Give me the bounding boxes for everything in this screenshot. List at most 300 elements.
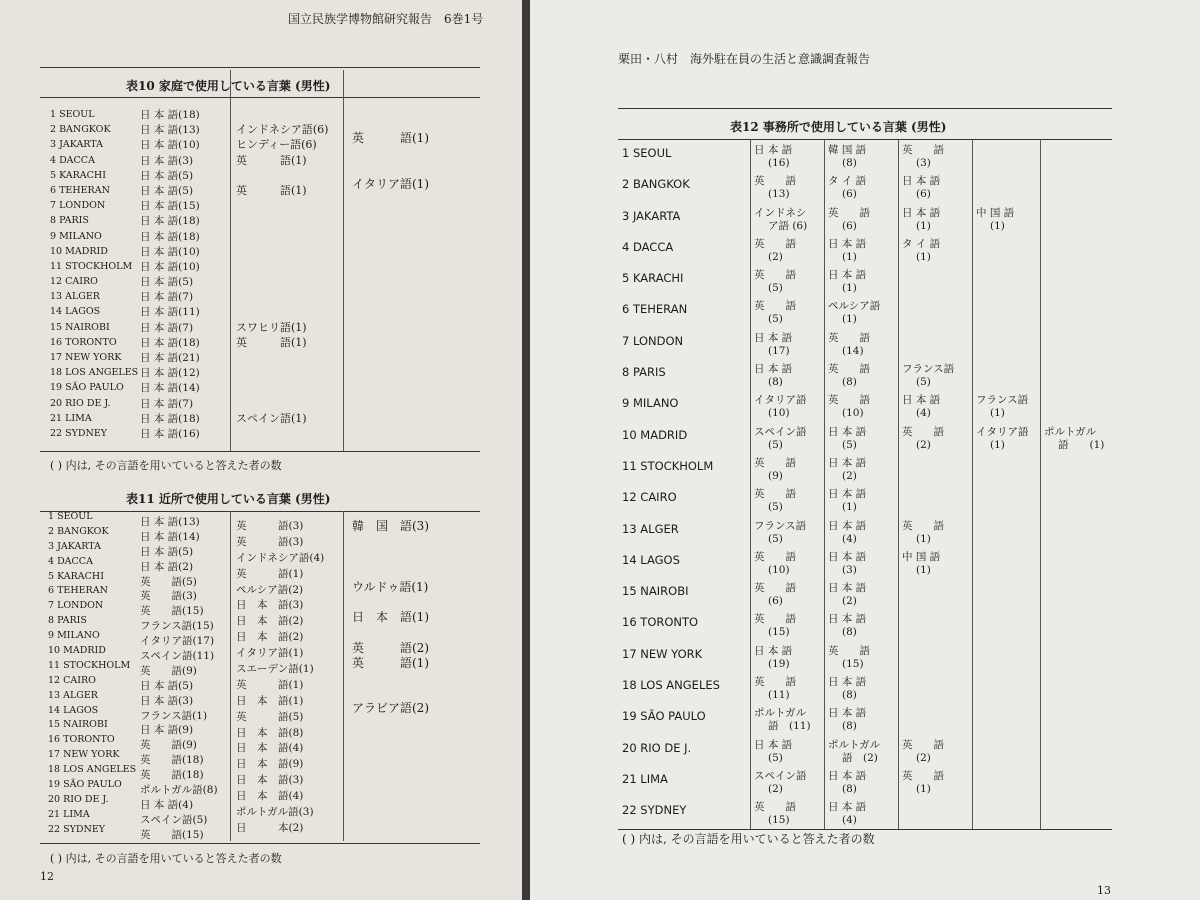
table-cell xyxy=(972,236,1040,267)
cell-count: (5) xyxy=(768,532,783,545)
table-cell: ウルドゥ語(1) xyxy=(352,579,429,594)
table-cell: 日 本 語(18) xyxy=(140,230,200,243)
cell-count: 語 (2) xyxy=(842,751,878,764)
cell-language: 日 本 語 xyxy=(754,331,793,344)
cell-count: (10) xyxy=(842,407,864,420)
table-cell xyxy=(972,705,1040,736)
cell-count: (5) xyxy=(842,438,857,451)
cell-language: 英 語 xyxy=(754,300,796,313)
table-cell: 日 本 語(1) xyxy=(236,694,304,707)
table-cell: 日 本 語(14) xyxy=(140,530,200,543)
table-cell: 2 BANGKOK xyxy=(48,525,109,537)
cell-count: (1) xyxy=(916,219,931,232)
cell-language: 中 国 語 xyxy=(976,206,1015,219)
table-cell: 英 語(1) xyxy=(236,678,304,691)
table-cell xyxy=(750,518,824,549)
cell-language: 英 語 xyxy=(902,144,944,156)
table-cell: 日 本 語(4) xyxy=(236,790,304,803)
table-cell xyxy=(898,799,972,830)
table-cell: 日 本 語(9) xyxy=(236,758,304,771)
table-cell xyxy=(750,580,824,611)
table-cell: 日 本 語(18) xyxy=(140,412,200,425)
table-cell xyxy=(1040,737,1120,768)
table-cell: 22 SYDNEY xyxy=(48,823,106,835)
cell-count: (1) xyxy=(842,250,857,263)
table-cell xyxy=(898,737,972,768)
table-cell: 14 LAGOS xyxy=(50,306,101,318)
table-cell: 英 語(1) xyxy=(236,153,307,167)
cell-language: ポルトガル xyxy=(828,738,881,751)
cell-language: 英 語 xyxy=(902,425,944,438)
table-cell xyxy=(824,236,898,267)
table-cell: スペイン語(5) xyxy=(140,813,208,826)
cell-language: 日 本 語 xyxy=(828,582,867,595)
table-cell xyxy=(1040,173,1120,204)
table-cell xyxy=(972,173,1040,204)
cell-language: 日 本 語 xyxy=(828,613,867,626)
table-cell xyxy=(824,580,898,611)
table-cell xyxy=(750,674,824,705)
table12-grid xyxy=(622,142,1170,831)
table-cell xyxy=(1040,298,1120,329)
table-cell xyxy=(1040,643,1120,674)
table-cell: 17 NEW YORK xyxy=(50,352,122,363)
cell-count: (1) xyxy=(916,563,931,576)
table-cell xyxy=(750,611,824,642)
table-bottom-rule xyxy=(40,843,480,844)
table-cell: 14 LAGOS xyxy=(48,704,99,716)
cell-language: 英 語 xyxy=(754,488,796,501)
cell-count: ア語 (6) xyxy=(768,219,808,232)
table-cell: 英 語(2) xyxy=(352,640,429,655)
table-cell xyxy=(750,737,824,768)
table-title: 表11 近所で使用している言葉 (男性) xyxy=(126,492,331,506)
table-row-city: 17 NEW YORK xyxy=(622,646,703,661)
table-cell xyxy=(898,768,972,799)
table-cell xyxy=(824,799,898,830)
table-cell: 英 語(1) xyxy=(236,184,307,197)
cell-language: 英 語 xyxy=(754,550,796,563)
cell-language: 英 語 xyxy=(828,394,870,407)
cell-count: (8) xyxy=(842,157,857,169)
table-cell: 日 本 語(5) xyxy=(140,545,194,558)
table-row-city: 2 BANGKOK xyxy=(622,177,690,192)
table-cell xyxy=(824,424,898,455)
cell-count: (2) xyxy=(768,250,783,263)
table-cell xyxy=(972,455,1040,486)
table-cell: 日 本 語(15) xyxy=(140,200,200,213)
table-row-city: 10 MADRID xyxy=(622,427,688,442)
table-cell xyxy=(824,737,898,768)
table-cell xyxy=(750,142,824,173)
column-divider xyxy=(343,70,344,452)
table-cell xyxy=(898,267,972,298)
table-cell: 11 STOCKHOLM xyxy=(50,260,133,272)
cell-count: (1) xyxy=(916,532,931,545)
table-cell: 6 TEHERAN xyxy=(50,184,110,196)
table-cell xyxy=(972,549,1040,580)
table-cell: 19 SÃO PAULO xyxy=(50,382,124,394)
cell-count: (1) xyxy=(990,438,1005,451)
cell-language: 中 国 語 xyxy=(902,550,941,563)
table-cell xyxy=(824,142,898,173)
table-cell: 5 KARACHI xyxy=(48,570,104,582)
table-cell: 22 SYDNEY xyxy=(50,427,108,439)
footnote: ( ) 内は, その言語を用いていると答えた者の数 xyxy=(50,852,282,865)
table-cell xyxy=(1040,205,1120,236)
table-cell xyxy=(898,173,972,204)
table-cell xyxy=(972,768,1040,799)
table-row-city: 5 KARACHI xyxy=(622,271,684,286)
table-cell xyxy=(1040,580,1120,611)
table-cell xyxy=(824,330,898,361)
table-cell: 日 本 語(3) xyxy=(236,599,304,612)
cell-count: (1) xyxy=(916,782,931,795)
cell-count: (11) xyxy=(768,689,790,702)
table-row-city: 14 LAGOS xyxy=(622,552,680,567)
cell-language: イタリア語 xyxy=(754,394,807,407)
table-cell xyxy=(824,611,898,642)
cell-count: (2) xyxy=(916,438,931,451)
table-cell xyxy=(1040,361,1120,392)
table-cell xyxy=(824,392,898,423)
cell-language: 日 本 語 xyxy=(754,644,793,657)
table-cell xyxy=(824,768,898,799)
table-cell xyxy=(972,392,1040,423)
table-cell xyxy=(972,205,1040,236)
cell-language: 英 語 xyxy=(754,676,796,689)
table-cell: 日 本 語(18) xyxy=(140,109,200,121)
cell-count: (13) xyxy=(768,188,790,201)
table-cell: 3 JAKARTA xyxy=(50,139,103,151)
table-top-rule xyxy=(40,67,480,68)
table-row-city: 15 NAIROBI xyxy=(622,584,689,599)
table-cell: 12 CAIRO xyxy=(48,674,96,686)
table-cell xyxy=(1040,392,1120,423)
cell-language: フランス語 xyxy=(902,363,955,376)
cell-language: 日 本 語 xyxy=(828,488,867,501)
table-cell xyxy=(750,424,824,455)
table-cell xyxy=(824,674,898,705)
table-cell: 英 語(9) xyxy=(140,664,197,677)
table-cell: 英 語(9) xyxy=(140,739,197,752)
page-number: 12 xyxy=(40,870,54,883)
table-cell: 日 本 語(3) xyxy=(236,774,304,787)
cell-language: 英 語 xyxy=(902,769,944,782)
cell-count: (6) xyxy=(916,188,931,201)
cell-count: (16) xyxy=(768,157,790,169)
table-cell xyxy=(898,486,972,517)
cell-language: 日 本 語 xyxy=(754,738,793,751)
table-top-rule xyxy=(618,108,1112,109)
table-cell xyxy=(750,643,824,674)
table-cell: 日 本 語(12) xyxy=(140,367,200,380)
cell-language: 日 本 語 xyxy=(754,144,793,156)
table-cell: イタリア語(17) xyxy=(140,635,215,648)
table-cell: 4 DACCA xyxy=(48,555,93,567)
table-cell: 英 語(1) xyxy=(236,567,304,580)
table-cell xyxy=(972,267,1040,298)
cell-language: ポルトガル xyxy=(1044,425,1097,438)
table-cell xyxy=(750,236,824,267)
table-cell xyxy=(750,799,824,830)
table-cell xyxy=(898,142,972,173)
cell-count: (2) xyxy=(842,595,857,608)
table-cell xyxy=(898,674,972,705)
cell-count: (1) xyxy=(990,219,1005,232)
table-cell: スエーデン語(1) xyxy=(236,663,314,676)
table-cell xyxy=(1040,486,1120,517)
table-cell xyxy=(898,580,972,611)
table-cell: 英 語(1) xyxy=(352,131,429,146)
table-row-city: 11 STOCKHOLM xyxy=(622,458,714,473)
table-cell: 20 RIO DE J. xyxy=(48,793,109,805)
table-cell xyxy=(824,173,898,204)
table-cell xyxy=(824,455,898,486)
table-cell: 7 LONDON xyxy=(48,600,104,612)
table-cell: 日 本 語(2) xyxy=(236,615,304,628)
table-cell: 日 本 語(7) xyxy=(140,321,194,334)
cell-count: (3) xyxy=(916,157,931,169)
table-cell: イタリア語(1) xyxy=(352,176,429,191)
cell-count: (15) xyxy=(842,657,864,670)
cell-count: (5) xyxy=(768,313,783,326)
cell-language: 日 本 語 xyxy=(828,456,867,469)
cell-count: (3) xyxy=(842,563,857,576)
table-cell xyxy=(750,361,824,392)
table-cell xyxy=(750,330,824,361)
table-cell xyxy=(972,330,1040,361)
table-cell: 日 本 語(18) xyxy=(140,336,200,349)
footnote: ( ) 内は, その言語を用いていると答えた者の数 xyxy=(50,459,282,472)
table-cell: 1 SEOUL xyxy=(48,511,93,522)
cell-count: 語 (1) xyxy=(1058,438,1105,451)
table-cell: 日 本 語(3) xyxy=(140,694,194,707)
table-cell xyxy=(824,361,898,392)
table-cell: 8 PARIS xyxy=(50,215,89,227)
cell-count: (6) xyxy=(768,595,783,608)
table-cell: 英 語(1) xyxy=(352,655,429,670)
table-row-city: 13 ALGER xyxy=(622,521,679,536)
cell-language: 英 語 xyxy=(828,644,870,657)
table-cell: ポルトガル語(3) xyxy=(236,806,314,819)
cell-language: 英 語 xyxy=(754,456,796,469)
table-cell xyxy=(824,643,898,674)
table-cell: 日 本 語(2) xyxy=(140,560,194,573)
table-row-city: 7 LONDON xyxy=(622,333,684,348)
cell-language: 英 語 xyxy=(828,331,870,344)
column-divider xyxy=(230,70,231,452)
table-row-city: 4 DACCA xyxy=(622,239,674,254)
cell-count: (8) xyxy=(842,376,857,389)
cell-language: インドネシ xyxy=(754,206,807,219)
column-divider xyxy=(230,511,231,841)
cell-count: (5) xyxy=(768,282,783,295)
table-title: 表12 事務所で使用している言葉 (男性) xyxy=(730,120,947,134)
cell-count: (5) xyxy=(768,501,783,514)
table-row-city: 21 LIMA xyxy=(622,771,668,786)
cell-language: イタリア語 xyxy=(976,425,1029,438)
table-cell xyxy=(898,361,972,392)
cell-count: (1) xyxy=(842,313,857,326)
table-cell: 日 本 語(14) xyxy=(140,382,200,395)
table-cell: 1 SEOUL xyxy=(50,109,95,120)
table-cell: 英 語(3) xyxy=(140,590,197,603)
table-cell xyxy=(1040,705,1120,736)
cell-language: スペイン語 xyxy=(754,425,807,438)
table-cell xyxy=(972,674,1040,705)
table-cell: 日 本 語(16) xyxy=(140,427,200,440)
cell-language: タ イ 語 xyxy=(902,237,941,250)
cell-language: 日 本 語 xyxy=(828,801,867,814)
table-cell xyxy=(1040,518,1120,549)
cell-count: (14) xyxy=(842,344,864,357)
left-page xyxy=(0,0,522,900)
table-cell: 日 本 語(5) xyxy=(140,679,194,692)
cell-count: (10) xyxy=(768,563,790,576)
table-cell: 英 語(3) xyxy=(236,535,304,548)
cell-count: (2) xyxy=(842,469,857,482)
table-title: 表10 家庭で使用している言葉 (男性) xyxy=(126,79,331,93)
table-cell: 日 本 語(8) xyxy=(236,726,304,739)
table-cell xyxy=(972,424,1040,455)
cell-count: (1) xyxy=(842,282,857,295)
cell-count: (17) xyxy=(768,344,790,357)
cell-language: 英 語 xyxy=(754,801,796,814)
table-cell xyxy=(1040,799,1120,830)
table-cell: 英 語(15) xyxy=(140,828,204,841)
table-cell: 7 LONDON xyxy=(50,200,106,212)
cell-count: (8) xyxy=(842,626,857,639)
table-cell xyxy=(972,799,1040,830)
table11-col3 xyxy=(352,519,472,759)
table-cell: 11 STOCKHOLM xyxy=(48,659,131,671)
table-cell: 8 PARIS xyxy=(48,615,87,627)
table-cell: 16 TORONTO xyxy=(48,734,115,746)
table-cell: 日 本 語(7) xyxy=(140,291,194,304)
table-cell xyxy=(824,267,898,298)
table-cell: 韓 国 語(3) xyxy=(352,519,429,533)
table-row-city: 18 LOS ANGELES xyxy=(622,678,720,693)
table-cell xyxy=(1040,611,1120,642)
table-row-city: 6 TEHERAN xyxy=(622,302,688,317)
cell-language: 英 語 xyxy=(754,237,796,250)
cell-count: (4) xyxy=(842,532,857,545)
table-cell: 18 LOS ANGELES xyxy=(50,367,139,379)
cell-count: (19) xyxy=(768,657,790,670)
table-cell: 日 本 語(4) xyxy=(236,742,304,755)
table-cell xyxy=(898,549,972,580)
table-cell: 9 MILANO xyxy=(48,630,100,642)
table-cell: 13 ALGER xyxy=(48,689,98,701)
footnote: ( ) 内は, その言語を用いていると答えた者の数 xyxy=(622,832,875,846)
table-cell: 6 TEHERAN xyxy=(48,585,108,597)
table-cell: 日 本 語(1) xyxy=(352,610,429,625)
table-cell: 日 本 語(3) xyxy=(140,154,194,167)
table-cell: 英 語(18) xyxy=(140,769,204,782)
table-cell: 12 CAIRO xyxy=(50,276,98,288)
cell-count: (6) xyxy=(842,188,857,201)
table-cell xyxy=(1040,236,1120,267)
table-cell: 2 BANGKOK xyxy=(50,124,111,136)
table-cell xyxy=(750,549,824,580)
table-cell: 日 本(2) xyxy=(236,821,304,834)
table-cell: 21 LIMA xyxy=(50,412,92,424)
table-cell xyxy=(750,267,824,298)
table-cell: 日 本 語(11) xyxy=(140,306,200,319)
running-header: 国立民族学博物館研究報告 6巻1号 xyxy=(288,12,484,26)
table-cell xyxy=(898,705,972,736)
cell-count: (1) xyxy=(842,501,857,514)
cell-language: 日 本 語 xyxy=(902,206,941,219)
cell-language: 日 本 語 xyxy=(828,707,867,720)
cell-count: (5) xyxy=(916,376,931,389)
table-cell xyxy=(824,705,898,736)
table-cell: 日 本 語(18) xyxy=(140,215,200,228)
table-cell: 日 本 語(9) xyxy=(140,724,194,737)
table-cell xyxy=(750,768,824,799)
table-cell: イタリア語(1) xyxy=(236,647,304,660)
table-cell: インドネシア語(6) xyxy=(236,123,329,137)
table-cell xyxy=(898,518,972,549)
cell-count: (4) xyxy=(842,814,857,827)
cell-language: 日 本 語 xyxy=(754,363,793,376)
table-cell: スペイン語(11) xyxy=(140,650,215,663)
cell-count: (8) xyxy=(842,782,857,795)
table-cell xyxy=(898,298,972,329)
cell-count: (5) xyxy=(768,438,783,451)
table-cell xyxy=(750,486,824,517)
cell-language: 日 本 語 xyxy=(828,519,867,532)
table-cell: 17 NEW YORK xyxy=(48,749,120,761)
cell-count: (9) xyxy=(768,469,783,482)
table-cell: 英 語(18) xyxy=(140,754,204,767)
cell-language: 日 本 語 xyxy=(828,676,867,689)
cell-language: ポルトガル xyxy=(754,707,807,720)
table-cell: 日 本 語(7) xyxy=(140,397,194,410)
table-cell: 日 本 語(2) xyxy=(236,631,304,644)
table-cell xyxy=(824,486,898,517)
table-cell xyxy=(1040,549,1120,580)
page-number: 13 xyxy=(1097,884,1111,897)
table-cell: 日 本 語(13) xyxy=(140,516,200,528)
table-cell: 英 語(3) xyxy=(236,520,304,532)
table-cell: 日 本 語(5) xyxy=(140,276,194,289)
table11-col2 xyxy=(236,519,324,837)
cell-count: (2) xyxy=(916,751,931,764)
table-cell xyxy=(972,361,1040,392)
table-row-city: 3 JAKARTA xyxy=(622,208,681,223)
cell-count: (1) xyxy=(916,250,931,263)
table-cell xyxy=(1040,142,1120,173)
cell-language: 日 本 語 xyxy=(902,394,941,407)
table-cell xyxy=(1040,267,1120,298)
table-cell xyxy=(750,298,824,329)
table-cell: 3 JAKARTA xyxy=(48,540,101,552)
cell-count: (10) xyxy=(768,407,790,420)
table-cell: 20 RIO DE J. xyxy=(50,397,111,409)
table-cell xyxy=(898,424,972,455)
table-cell xyxy=(1040,330,1120,361)
cell-language: 英 語 xyxy=(828,206,870,219)
table-cell xyxy=(972,611,1040,642)
cell-count: (5) xyxy=(768,751,783,764)
table-cell: 日 本 語(10) xyxy=(140,245,200,258)
cell-language: スペイン語 xyxy=(754,769,807,782)
cell-count: (15) xyxy=(768,814,790,827)
table-cell xyxy=(750,173,824,204)
table-cell: 16 TORONTO xyxy=(50,336,117,348)
